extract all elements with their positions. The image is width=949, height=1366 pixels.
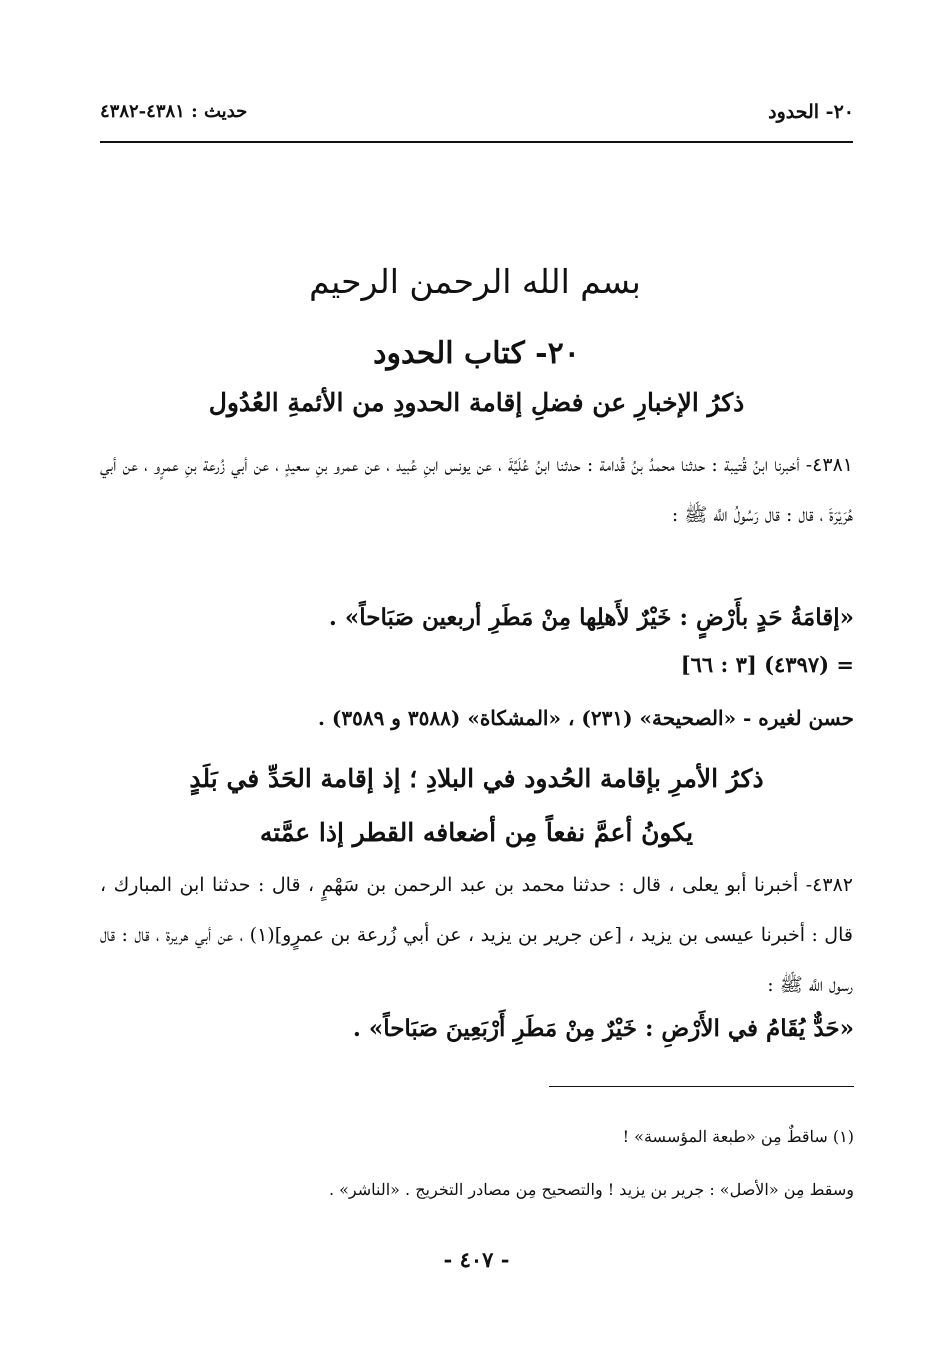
section-2-title-line-2: يكونُ أعمَّ نفعاً مِن أضعافه القطر إذا عمَّته: [259, 818, 694, 847]
page-number: - ٤٠٧ -: [443, 1247, 510, 1272]
hadith-4382-isnad: ٤٣٨٢- أخبرنا أبو يعلى ، قال : حدثنا محمد بن عبد الرحمن بن سَهْمٍ ، قال : حدثنا ابن المبارك ، قال : أخبرنا عيسى بن يزيد ، [عن جرير بن يزيد ، عن أبي زُرعة بن عمرٍو](١) ، عن أبي هريرة ، قال : قال رسول اللَّه ﷺ :: [100, 874, 853, 996]
footnote-rule: [549, 1086, 854, 1087]
footnote-1: (١) ساقطٌ مِن «طبعة المؤسسة» !: [622, 1127, 854, 1146]
hadith-4381-grading: حسن لغيره - «الصحيحة» (٢٣١) ، «المشكاة» (٣٥٨٨ و ٣٥٨٩) .: [317, 706, 854, 730]
section-1-title: ذكرُ الإخبارِ عن فضلِ إقامة الحدودِ من الأئمةِ العُدُول: [208, 388, 745, 417]
hadith-4381-matn: «إقامَةُ حَدٍ بأَرْضٍ : خَيْرٌ لأَهلِها مِنْ مَطَرِ أربعين صَبَاحاً» .: [328, 604, 854, 631]
section-2-title: [100, 752, 853, 860]
basmala-calligraphy: بسم الله الرحمن الرحيم: [309, 262, 641, 301]
running-header-chapter: ٢٠- الحدود: [768, 101, 854, 123]
hadith-4381-reference: = (٤٣٩٧) [٣ : ٦٦]: [680, 652, 854, 677]
section-2-title-line-1: ذكرُ الأمرِ بإقامة الحُدود في البلادِ ؛ إذ إقامة الحَدِّ في بَلَدٍ: [189, 764, 764, 793]
footnote-1-continuation: وسقط مِن «الأصل» : جرير بن يزيد ! والتصحيح مِن مصادر التخريج . «الناشر» .: [328, 1180, 854, 1199]
running-header-hadith-range: حديث : ٤٣٨١-٤٣٨٢: [100, 101, 248, 122]
header-rule: [100, 141, 853, 143]
hadith-4381-isnad: ٤٣٨١- أخبرنا ابنُ قُتيبة : حدثنا محمدُ بنُ قُدامة : حدثنا ابنُ عُلَيَّةَ ، عن يونس ابنِ عُبيد ، عن عمرو بنِ سعيدٍ ، عن أبي زُرعة بنِ عمرٍو ، عن أبي هُرَيْرَةَ ، قال : قال رَسُولُ اللَّه ﷺ :: [100, 454, 853, 526]
hadith-4382-matn: «حَدٌّ يُقَامُ في الأَرْضِ : خَيْرٌ مِنْ مَطَرِ أَرْبَعِينَ صَبَاحاً» .: [352, 1015, 854, 1042]
book-title: ٢٠- كتاب الحدود: [373, 336, 580, 371]
